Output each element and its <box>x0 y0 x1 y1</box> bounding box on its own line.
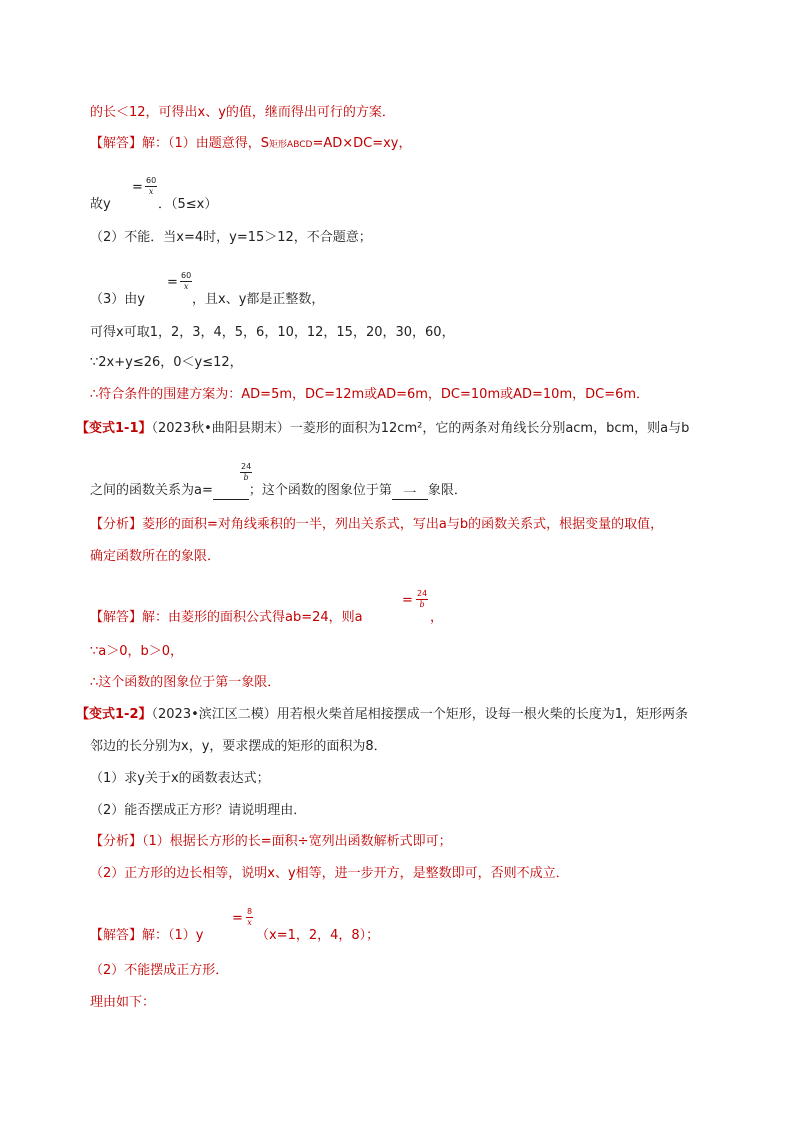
equals-sign: = <box>167 275 178 290</box>
variant-tag: 【变式1-1】 <box>76 421 152 436</box>
variant-1-2-header <box>76 706 688 724</box>
solution-tag: 【解答】 <box>90 928 143 943</box>
fraction: $\frac{24}{b}$ <box>417 589 428 609</box>
answer-line-2: ∵a＞0，b＞0， <box>90 644 184 659</box>
solution-line-3: （2）不能．当x=4时，y=15＞12，不合题意； <box>90 230 372 245</box>
line-middle: ；这个函数的图象位于第 <box>248 483 392 498</box>
solution-text: 解：（1）y <box>142 928 204 943</box>
analysis-continuation: 的长＜12，可得出x、y的值，继而得出可行的方案． <box>90 105 395 120</box>
variant-1-1-line-2 <box>90 482 467 500</box>
variant-1-1-header <box>76 420 689 438</box>
analysis-tag: 【分析】 <box>90 834 143 849</box>
analysis-line-2: （2）正方形的边长相等，说明x、y相等，进一步开方，是整数即可，否则不成立． <box>90 866 569 881</box>
line-suffix: 象限． <box>427 483 467 498</box>
question-1: （1）求y关于x的函数表达式； <box>90 771 270 786</box>
solution-conclusion: ∴符合条件的围建方案为：AD=5m，DC=12m或AD=6m，DC=10m或AD=10m，DC=6m． <box>90 387 650 402</box>
line-suffix: ．（5≤x） <box>158 197 218 212</box>
fraction: $\frac{60}{x}$ <box>181 271 192 291</box>
line-prefix: （3）由y <box>90 292 145 307</box>
analysis-line-2: 确定函数所在的象限． <box>90 549 221 564</box>
analysis-line-1 <box>90 833 452 851</box>
solution-line-6: ∵2x+y≤26，0＜y≤12， <box>90 355 243 370</box>
line-suffix: ， <box>430 610 444 625</box>
question-2: （2）能否摆成正方形？请说明理由． <box>90 803 307 818</box>
equals-sign: = <box>132 180 143 195</box>
fraction: $\frac{24}{b}$ <box>241 462 252 482</box>
variant-text: （2023秋•曲阳县期末）一菱形的面积为12cm²，它的两条对角线长分别acm，bcm，则a与b <box>151 421 690 436</box>
solution-tag: 【解答】 <box>90 610 143 625</box>
equals-sign: = <box>402 593 413 608</box>
line-suffix: ，且x、y都是正整数， <box>192 292 325 307</box>
subscript-text: 矩形ABCD <box>269 140 313 150</box>
analysis-text: （1）根据长方形的长=面积÷宽列出函数解析式即可； <box>142 834 452 849</box>
solution-text: 解：由菱形的面积公式得ab=24，则a <box>142 610 363 625</box>
solution-line-5: 可得x可取1，2，3，4，5，6，10，12，15，20，30，60， <box>90 325 455 340</box>
solution-tag: 【解答】 <box>90 136 143 151</box>
solution-line-1 <box>90 135 412 154</box>
analysis-line-1 <box>90 516 663 534</box>
fraction: $\frac{60}{x}$ <box>146 176 157 196</box>
variant-tag: 【变式1-2】 <box>76 707 152 722</box>
answer-blank-1 <box>213 485 249 500</box>
line-prefix: 之间的函数关系为a= <box>90 483 213 498</box>
solution-line-4 <box>90 291 145 309</box>
analysis-text: 菱形的面积=对角线乘积的一半，列出关系式，写出a与b的函数关系式，根据变量的取值， <box>142 517 664 532</box>
answer-line-3: ∴这个函数的图象位于第一象限． <box>90 675 281 690</box>
variant-1-2-line-2: 邻边的长分别为x，y，要求摆成的矩形的面积为8． <box>90 739 387 754</box>
variant-text: （2023•滨江区二模）用若根火柴首尾相接摆成一个矩形，设每一根火柴的长度为1，矩形两条 <box>151 707 689 722</box>
answer-line-1 <box>90 927 203 945</box>
solution-line-2 <box>90 196 111 214</box>
answer-blank-2: 一 <box>392 485 428 500</box>
answer-line-3: 理由如下： <box>90 995 156 1010</box>
fraction: $\frac{8}{x}$ <box>247 907 253 927</box>
line-prefix: 故y <box>90 197 111 212</box>
line-suffix: （x=1，2，4，8）； <box>256 928 380 943</box>
answer-line-1 <box>90 609 363 627</box>
answer-line-2: （2）不能摆成正方形． <box>90 963 229 978</box>
solution-rest: =AD×DC=xy， <box>312 136 412 151</box>
equals-sign: = <box>232 911 243 926</box>
solution-text: 解：（1）由题意得，S <box>142 136 270 151</box>
analysis-tag: 【分析】 <box>90 517 143 532</box>
